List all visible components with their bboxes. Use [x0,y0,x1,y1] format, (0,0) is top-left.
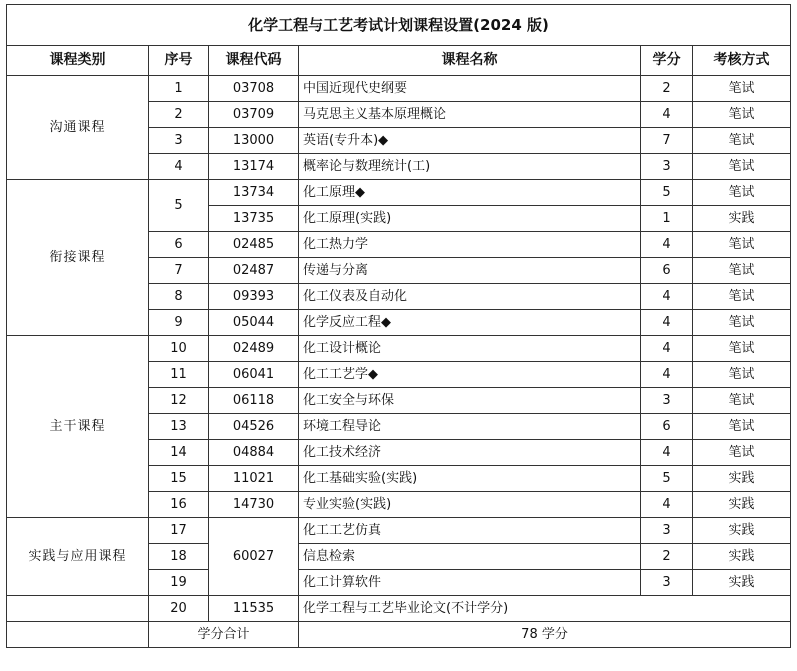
seq-cell: 12 [149,388,209,414]
credit-cell: 3 [641,518,693,544]
seq-cell: 8 [149,284,209,310]
code-cell: 14730 [209,492,299,518]
code-cell: 03708 [209,76,299,102]
name-cell: 中国近现代史纲要 [299,76,641,102]
table-row [7,518,791,544]
code-cell: 03709 [209,102,299,128]
credit-cell: 3 [641,154,693,180]
credit-cell: 6 [641,414,693,440]
code-cell: 04526 [209,414,299,440]
exam-cell: 笔试 [693,232,791,258]
code-cell: 11535 [209,596,299,622]
empty-category-cell [7,622,149,648]
credit-cell: 4 [641,102,693,128]
credit-cell: 4 [641,440,693,466]
credit-cell: 5 [641,466,693,492]
table-row [7,180,791,206]
exam-cell: 笔试 [693,336,791,362]
name-cell: 马克思主义基本原理概论 [299,102,641,128]
name-cell: 概率论与数理统计(工) [299,154,641,180]
name-cell: 专业实验(实践) [299,492,641,518]
name-cell: 化学反应工程◆ [299,310,641,336]
credit-cell: 6 [641,258,693,284]
exam-cell: 笔试 [693,362,791,388]
name-cell: 化工热力学 [299,232,641,258]
code-cell: 02487 [209,258,299,284]
exam-cell: 笔试 [693,284,791,310]
course-plan-table [6,4,791,648]
exam-cell: 笔试 [693,128,791,154]
code-cell: 11021 [209,466,299,492]
exam-cell: 笔试 [693,388,791,414]
name-cell: 信息检索 [299,544,641,570]
exam-cell: 笔试 [693,154,791,180]
total-label: 学分合计 [149,622,299,648]
exam-cell: 笔试 [693,440,791,466]
seq-cell: 5 [149,180,209,232]
exam-cell: 笔试 [693,258,791,284]
exam-cell: 实践 [693,518,791,544]
seq-cell: 6 [149,232,209,258]
code-cell: 02489 [209,336,299,362]
name-cell: 化工计算软件 [299,570,641,596]
credit-cell: 4 [641,310,693,336]
name-cell: 英语(专升本)◆ [299,128,641,154]
credit-cell: 4 [641,284,693,310]
name-cell: 化工工艺仿真 [299,518,641,544]
credit-cell: 5 [641,180,693,206]
table-row [7,76,791,102]
seq-cell: 1 [149,76,209,102]
credit-cell: 3 [641,570,693,596]
name-cell: 化工仪表及自动化 [299,284,641,310]
exam-cell: 实践 [693,570,791,596]
code-cell: 02485 [209,232,299,258]
seq-cell: 3 [149,128,209,154]
credit-cell: 4 [641,492,693,518]
code-cell: 09393 [209,284,299,310]
name-cell: 化工技术经济 [299,440,641,466]
code-cell: 13735 [209,206,299,232]
credit-cell: 4 [641,336,693,362]
name-cell: 化工基础实验(实践) [299,466,641,492]
header-name: 课程名称 [299,46,641,76]
header-credit: 学分 [641,46,693,76]
name-cell: 化工原理(实践) [299,206,641,232]
total-row [7,622,791,648]
category-practice: 实践与应用课程 [7,518,149,596]
credit-cell: 2 [641,544,693,570]
exam-cell: 实践 [693,492,791,518]
seq-cell: 10 [149,336,209,362]
thesis-name-cell: 化学工程与工艺毕业论文(不计学分) [299,596,791,622]
seq-cell: 17 [149,518,209,544]
code-cell: 06041 [209,362,299,388]
name-cell: 化工安全与环保 [299,388,641,414]
name-cell: 环境工程导论 [299,414,641,440]
credit-cell: 2 [641,76,693,102]
credit-cell: 3 [641,388,693,414]
code-cell: 13734 [209,180,299,206]
name-cell: 化工设计概论 [299,336,641,362]
table-title: 化学工程与工艺考试计划课程设置(2024 版) [7,5,791,46]
total-value: 78 学分 [299,622,791,648]
header-exam: 考核方式 [693,46,791,76]
header-code: 课程代码 [209,46,299,76]
name-cell: 化工工艺学◆ [299,362,641,388]
credit-cell: 4 [641,232,693,258]
credit-cell: 7 [641,128,693,154]
header-category: 课程类别 [7,46,149,76]
thesis-row [7,596,791,622]
empty-category-cell [7,596,149,622]
code-cell: 13174 [209,154,299,180]
seq-cell: 7 [149,258,209,284]
exam-cell: 笔试 [693,180,791,206]
seq-cell: 9 [149,310,209,336]
seq-cell: 15 [149,466,209,492]
seq-cell: 2 [149,102,209,128]
code-cell: 04884 [209,440,299,466]
code-cell: 60027 [209,518,299,596]
category-communication: 沟通课程 [7,76,149,180]
exam-cell: 笔试 [693,414,791,440]
seq-cell: 11 [149,362,209,388]
exam-cell: 实践 [693,466,791,492]
seq-cell: 16 [149,492,209,518]
exam-cell: 实践 [693,206,791,232]
name-cell: 化工原理◆ [299,180,641,206]
title-row [7,5,791,46]
exam-cell: 笔试 [693,76,791,102]
code-cell: 06118 [209,388,299,414]
seq-cell: 19 [149,570,209,596]
header-row [7,46,791,76]
category-core: 主干课程 [7,336,149,518]
credit-cell: 4 [641,362,693,388]
code-cell: 05044 [209,310,299,336]
code-cell: 13000 [209,128,299,154]
seq-cell: 14 [149,440,209,466]
exam-cell: 笔试 [693,102,791,128]
seq-cell: 18 [149,544,209,570]
category-bridging: 衔接课程 [7,180,149,336]
seq-cell: 4 [149,154,209,180]
exam-cell: 笔试 [693,310,791,336]
exam-cell: 实践 [693,544,791,570]
table-row [7,336,791,362]
seq-cell: 20 [149,596,209,622]
seq-cell: 13 [149,414,209,440]
header-seq: 序号 [149,46,209,76]
credit-cell: 1 [641,206,693,232]
name-cell: 传递与分离 [299,258,641,284]
